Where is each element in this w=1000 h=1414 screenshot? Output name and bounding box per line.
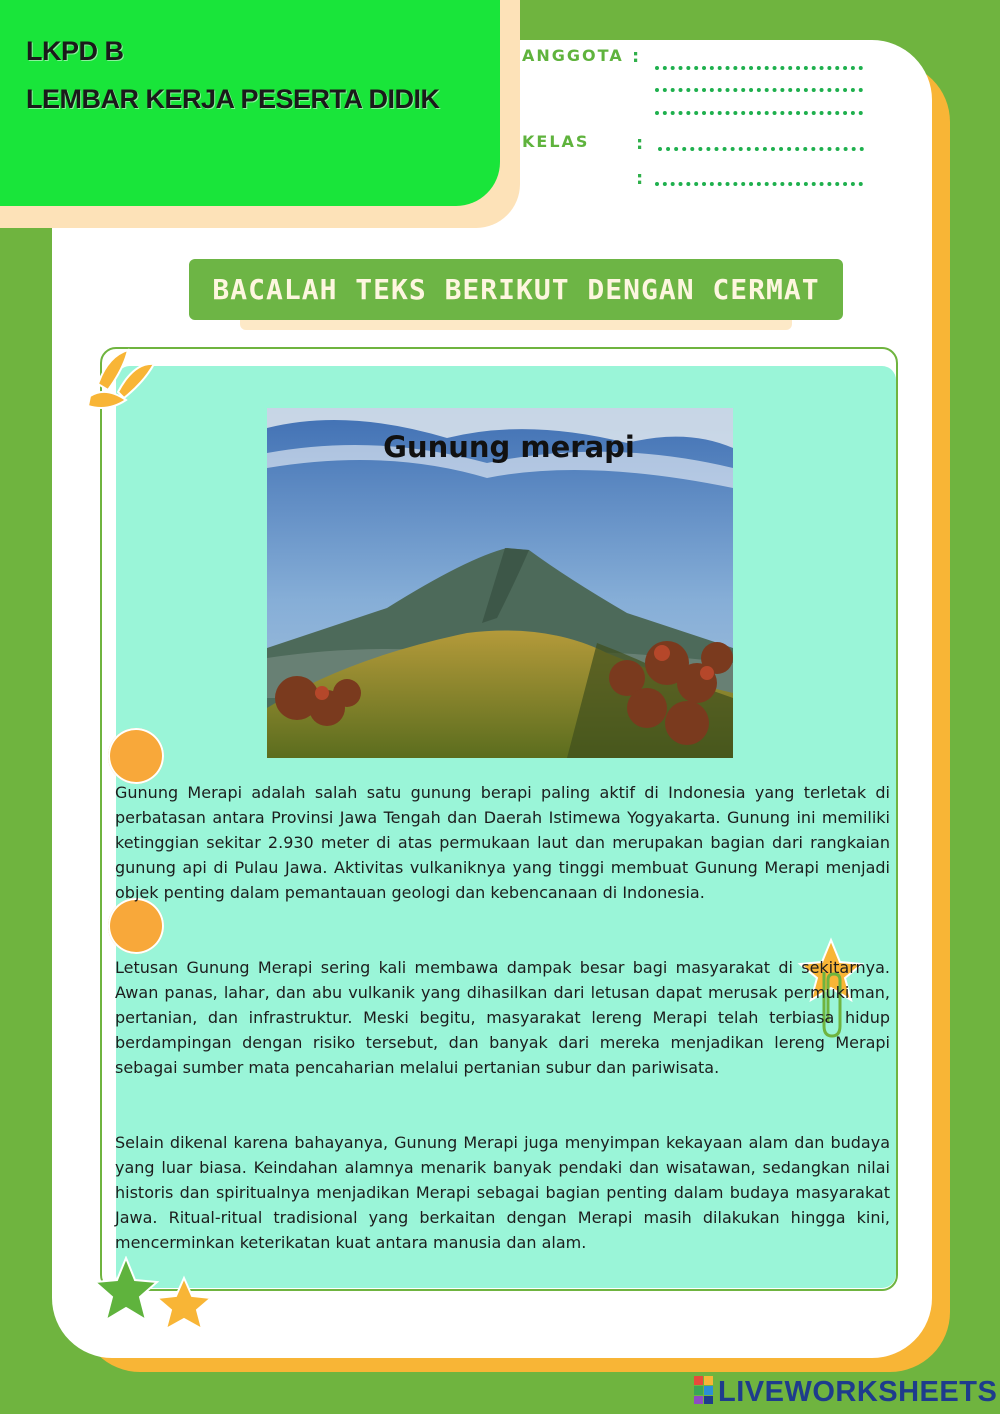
decoration-circle-1: [108, 728, 164, 784]
kelas-label: KELAS: [522, 132, 590, 151]
liveworksheets-logo-icon: [694, 1376, 714, 1404]
anggota-field-2[interactable]: [655, 88, 863, 92]
anggota-field-1[interactable]: [655, 66, 863, 70]
anggota-label: ANGGOTA: [522, 46, 624, 65]
instruction-banner: BACALAH TEKS BERIKUT DENGAN CERMAT: [189, 259, 843, 320]
liveworksheets-watermark[interactable]: LIVEWORKSHEETS: [718, 1376, 998, 1408]
kelas-field[interactable]: [658, 147, 864, 151]
stars-decoration-icon: [94, 1256, 218, 1336]
extra-field[interactable]: [655, 182, 863, 186]
title-line-1: LKPD B: [26, 36, 124, 66]
anggota-field-3[interactable]: [655, 111, 863, 115]
mountain-photo: [267, 408, 733, 758]
photo-caption: Gunung merapi: [383, 430, 635, 464]
burst-decoration-icon: [84, 346, 164, 412]
decoration-circle-2: [108, 898, 164, 954]
paragraph-1: Gunung Merapi adalah salah satu gunung berapi paling aktif di Indonesia yang terletak di perbatasan antara Provinsi Jawa Tengah dan Daerah Istimewa Yogyakarta. Gunung ini memiliki ketinggian sekitar 2.930 meter di atas permukaan laut dan merupakan bagian dari rangkaian gunung api di Pulau Jawa. Aktivitas vulkaniknya yang tinggi membuat Gunung Merapi menjadi objek penting dalam pemantauan geologi dan kebencanaan di Indonesia.: [115, 783, 890, 902]
title-line-2: LEMBAR KERJA PESERTA DIDIK: [26, 84, 440, 114]
paragraph-2: Letusan Gunung Merapi sering kali membawa dampak besar bagi masyarakat di sekitarnya. Awan panas, lahar, dan abu vulkanik yang dihasilkan dari letusan dapat merusak permukiman, pertanian, dan infrastruktur. Meski begitu, masyarakat lereng Merapi telah terbiasa hidup berdampingan dengan risiko tersebut, dan banyak dari mereka menjadikan lereng Merapi sebagai sumber mata pencaharian melalui pertanian subur dan pariwisata.: [115, 958, 890, 1077]
anggota-colon: :: [632, 46, 640, 67]
kelas-colon: :: [636, 133, 644, 154]
paragraph-3: Selain dikenal karena bahayanya, Gunung Merapi juga menyimpan kekayaan alam dan budaya yang luar biasa. Keindahan alamnya menarik banyak pendaki dan wisatawan, sedangkan nilai historis dan spiritualnya menjadikan Merapi sebagai bagian penting dalam budaya masyarakat Jawa. Ritual-ritual tradisional yang berkaitan dengan Merapi masih dilakukan hingga kini, mencerminkan keterikatan kuat antara manusia dan alam.: [115, 1133, 890, 1252]
title-box: [0, 0, 500, 206]
extra-colon: :: [636, 168, 644, 189]
